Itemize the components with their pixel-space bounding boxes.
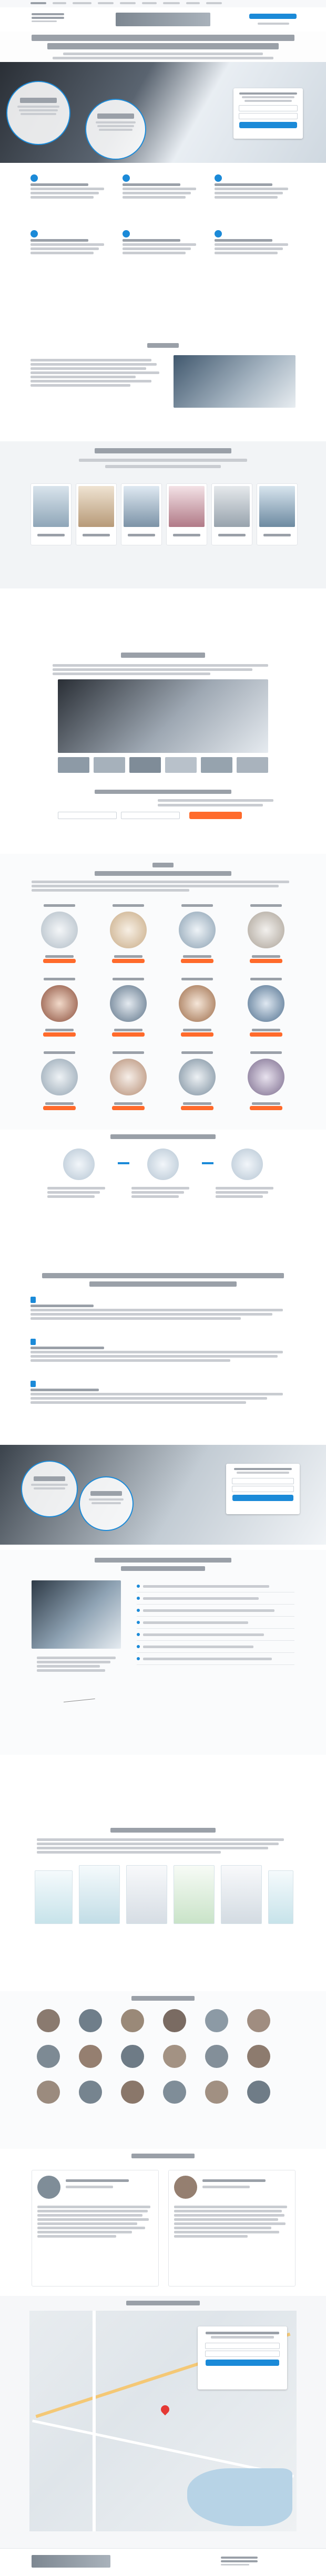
hero-note bbox=[63, 53, 263, 55]
feature-item bbox=[123, 230, 201, 256]
client-photo bbox=[79, 2045, 102, 2068]
callback-name-input[interactable] bbox=[58, 812, 117, 819]
reasons-section bbox=[0, 1250, 326, 1550]
gallery-title bbox=[121, 653, 205, 658]
offer-card[interactable] bbox=[166, 483, 207, 545]
faq-item[interactable] bbox=[137, 1641, 294, 1653]
gallery-thumb[interactable] bbox=[237, 757, 268, 773]
check-icon bbox=[215, 174, 222, 182]
banner-phone-input[interactable] bbox=[232, 1486, 294, 1492]
certificates-title bbox=[110, 1828, 216, 1833]
list-number-icon bbox=[30, 1339, 36, 1345]
site-footer bbox=[0, 2548, 326, 2576]
callback-form bbox=[53, 790, 273, 832]
contact-phone-input[interactable] bbox=[205, 2351, 280, 2357]
features-section bbox=[0, 163, 326, 299]
type-card[interactable] bbox=[168, 904, 226, 910]
faq-expert-quote bbox=[37, 1655, 121, 1673]
feature-item bbox=[123, 174, 201, 200]
type-card[interactable] bbox=[99, 904, 157, 910]
faq-item[interactable] bbox=[137, 1617, 294, 1629]
offer-cards bbox=[30, 483, 297, 546]
schedule-text bbox=[32, 20, 57, 22]
offer-subtitle bbox=[79, 459, 247, 462]
feature-item bbox=[215, 230, 293, 256]
contact-card bbox=[198, 2326, 287, 2389]
banner-submit-button[interactable] bbox=[232, 1495, 293, 1501]
map-water bbox=[187, 2468, 292, 2526]
type-card[interactable] bbox=[237, 1051, 295, 1057]
feature-item bbox=[30, 174, 109, 200]
offer-title bbox=[95, 448, 231, 453]
type-card[interactable] bbox=[30, 904, 88, 910]
list-number-icon bbox=[30, 1297, 36, 1303]
client-photo bbox=[121, 2045, 144, 2068]
gallery-thumb[interactable] bbox=[201, 757, 232, 773]
hero-submit-button[interactable] bbox=[239, 122, 297, 128]
clients-title bbox=[131, 1996, 195, 2001]
promo-badge-left bbox=[6, 81, 70, 145]
review-card bbox=[32, 2170, 159, 2287]
list-number-icon bbox=[30, 1381, 36, 1387]
steps-row bbox=[47, 1149, 279, 1238]
check-icon bbox=[215, 230, 222, 237]
client-photo bbox=[205, 2081, 228, 2104]
nav-item[interactable] bbox=[120, 2, 136, 4]
gallery-thumb[interactable] bbox=[129, 757, 161, 773]
header-email[interactable] bbox=[258, 23, 289, 25]
nav-item[interactable] bbox=[186, 2, 200, 4]
check-icon bbox=[30, 230, 38, 237]
type-card[interactable] bbox=[99, 1051, 157, 1057]
types-description bbox=[32, 879, 294, 893]
about-bullets bbox=[30, 357, 162, 388]
signature bbox=[63, 1690, 95, 1702]
type-card[interactable] bbox=[237, 978, 295, 984]
faq-item[interactable] bbox=[137, 1653, 294, 1665]
certificate-image[interactable] bbox=[174, 1865, 215, 1924]
client-photo bbox=[37, 2009, 60, 2032]
faq-subtitle bbox=[121, 1566, 205, 1571]
question-icon bbox=[137, 1621, 140, 1624]
callback-form-title bbox=[95, 790, 231, 794]
logo-icon[interactable] bbox=[116, 13, 210, 26]
callback-button[interactable] bbox=[249, 14, 297, 19]
check-icon bbox=[123, 174, 130, 182]
callback-phone-input[interactable] bbox=[121, 812, 180, 819]
client-photo bbox=[121, 2009, 144, 2032]
gallery-section bbox=[0, 649, 326, 854]
reasons-title bbox=[42, 1273, 284, 1278]
about-section bbox=[0, 336, 326, 441]
nav-item[interactable] bbox=[73, 2, 91, 4]
site-header bbox=[0, 7, 326, 32]
question-icon bbox=[137, 1597, 140, 1600]
offer-subtitle bbox=[105, 465, 221, 468]
nav-item[interactable] bbox=[98, 2, 114, 4]
check-icon bbox=[30, 174, 38, 182]
hero-name-input[interactable] bbox=[239, 105, 298, 111]
review-card bbox=[168, 2170, 296, 2287]
nav-item[interactable] bbox=[142, 2, 157, 4]
map-pin-icon bbox=[159, 2404, 171, 2416]
phone-number[interactable] bbox=[32, 13, 64, 15]
map-title bbox=[126, 2301, 200, 2305]
question-icon bbox=[137, 1657, 140, 1660]
client-photo bbox=[37, 2081, 60, 2104]
question-icon bbox=[137, 1609, 140, 1612]
reasons-banner bbox=[0, 1445, 326, 1545]
nav-item[interactable] bbox=[30, 2, 46, 4]
type-card[interactable] bbox=[30, 978, 88, 984]
hero-title bbox=[32, 35, 294, 41]
clients-grid bbox=[37, 2009, 289, 2114]
promo-badge-right bbox=[85, 99, 146, 160]
certificate-image[interactable] bbox=[221, 1865, 262, 1924]
client-photo bbox=[79, 2081, 102, 2104]
type-card[interactable] bbox=[168, 1051, 226, 1057]
type-row bbox=[30, 978, 296, 1041]
faq-section bbox=[0, 1550, 326, 1755]
type-card[interactable] bbox=[168, 978, 226, 984]
reviews-section bbox=[0, 2149, 326, 2291]
nav-item[interactable] bbox=[53, 2, 66, 4]
gallery-main-photo[interactable] bbox=[58, 679, 268, 753]
type-card[interactable] bbox=[237, 904, 295, 910]
gallery-thumb[interactable] bbox=[94, 757, 125, 773]
nav-item[interactable] bbox=[163, 2, 180, 4]
map-section bbox=[0, 2296, 326, 2548]
faq-item[interactable] bbox=[137, 1629, 294, 1641]
promo-badge-right bbox=[79, 1476, 134, 1531]
steps-section bbox=[0, 1130, 326, 1250]
arrow-right-icon bbox=[118, 1162, 129, 1164]
client-photo bbox=[37, 2045, 60, 2068]
contact-submit-button[interactable] bbox=[206, 2360, 279, 2366]
contact-name-input[interactable] bbox=[205, 2343, 280, 2349]
gallery-thumb[interactable] bbox=[165, 757, 197, 773]
faq-item[interactable] bbox=[137, 1592, 294, 1605]
reason-item bbox=[30, 1381, 293, 1405]
hero-section bbox=[0, 32, 326, 62]
callback-submit-button[interactable] bbox=[189, 812, 242, 819]
certificates-section bbox=[0, 1823, 326, 1991]
client-photo bbox=[79, 2009, 102, 2032]
steps-title bbox=[110, 1134, 216, 1139]
certificates-row bbox=[35, 1865, 292, 1933]
question-icon bbox=[137, 1585, 140, 1588]
phone-number[interactable] bbox=[221, 2557, 258, 2559]
reason-item bbox=[30, 1297, 293, 1321]
faq-item[interactable] bbox=[137, 1605, 294, 1617]
exclusive-offer-section bbox=[0, 441, 326, 588]
feature-item bbox=[215, 174, 293, 200]
map-view[interactable] bbox=[29, 2311, 297, 2531]
question-icon bbox=[137, 1645, 140, 1648]
reviews-title bbox=[131, 2154, 195, 2158]
gallery-thumb[interactable] bbox=[58, 757, 89, 773]
client-photo bbox=[247, 2009, 270, 2032]
banner-name-input[interactable] bbox=[232, 1478, 294, 1484]
team-photo bbox=[174, 355, 296, 408]
check-icon bbox=[123, 230, 130, 237]
offer-card[interactable] bbox=[121, 483, 162, 545]
ceiling-types-section bbox=[0, 854, 326, 1130]
feature-item bbox=[30, 230, 109, 256]
question-icon bbox=[137, 1633, 140, 1636]
hero-image bbox=[0, 62, 326, 163]
types-subtitle bbox=[95, 871, 231, 876]
phone-number[interactable] bbox=[32, 17, 64, 19]
client-photo bbox=[247, 2045, 270, 2068]
offer-card[interactable] bbox=[211, 483, 252, 545]
hero-form bbox=[233, 88, 303, 139]
offer-card[interactable] bbox=[257, 483, 298, 545]
types-title bbox=[152, 863, 174, 867]
type-card[interactable] bbox=[99, 978, 157, 984]
map-road bbox=[93, 2311, 96, 2531]
certificate-image[interactable] bbox=[126, 1865, 167, 1924]
phone-block bbox=[32, 12, 64, 24]
certificates-text bbox=[37, 1837, 289, 1855]
type-row bbox=[30, 904, 296, 967]
faq-image bbox=[32, 1580, 121, 1649]
promo-badge-left bbox=[21, 1461, 78, 1517]
client-photo bbox=[205, 2009, 228, 2032]
gallery-thumbs bbox=[58, 757, 268, 773]
user-icon bbox=[174, 2176, 197, 2199]
logo-icon[interactable] bbox=[32, 2555, 110, 2568]
hero-phone-input[interactable] bbox=[239, 113, 298, 119]
client-photo bbox=[247, 2081, 270, 2104]
about-title bbox=[147, 343, 179, 348]
banner-form bbox=[226, 1464, 300, 1514]
certificate-image[interactable] bbox=[268, 1870, 293, 1924]
type-card[interactable] bbox=[30, 1051, 88, 1057]
footer-phones bbox=[221, 2555, 258, 2567]
client-photo bbox=[163, 2009, 186, 2032]
client-photo bbox=[163, 2081, 186, 2104]
arrow-right-icon bbox=[202, 1162, 213, 1164]
faq-item[interactable] bbox=[137, 1580, 294, 1592]
phone-number[interactable] bbox=[221, 2560, 258, 2562]
gallery-text bbox=[53, 663, 273, 677]
clients-section bbox=[0, 1991, 326, 2149]
faq-list bbox=[137, 1580, 294, 1665]
hero-subtitle bbox=[47, 43, 279, 49]
client-photo bbox=[163, 2045, 186, 2068]
schedule-text bbox=[221, 2564, 249, 2565]
reasons-title bbox=[89, 1281, 237, 1287]
certificate-image[interactable] bbox=[79, 1865, 120, 1924]
type-row bbox=[30, 1051, 296, 1114]
offer-card[interactable] bbox=[76, 483, 117, 545]
user-icon bbox=[37, 2176, 60, 2199]
top-nav bbox=[0, 0, 326, 8]
hero-note bbox=[53, 57, 273, 59]
client-photo bbox=[121, 2081, 144, 2104]
certificate-image[interactable] bbox=[35, 1870, 73, 1924]
reason-item bbox=[30, 1339, 293, 1363]
faq-title bbox=[95, 1558, 231, 1563]
client-photo bbox=[205, 2045, 228, 2068]
nav-item[interactable] bbox=[206, 2, 222, 4]
offer-card[interactable] bbox=[30, 483, 72, 545]
